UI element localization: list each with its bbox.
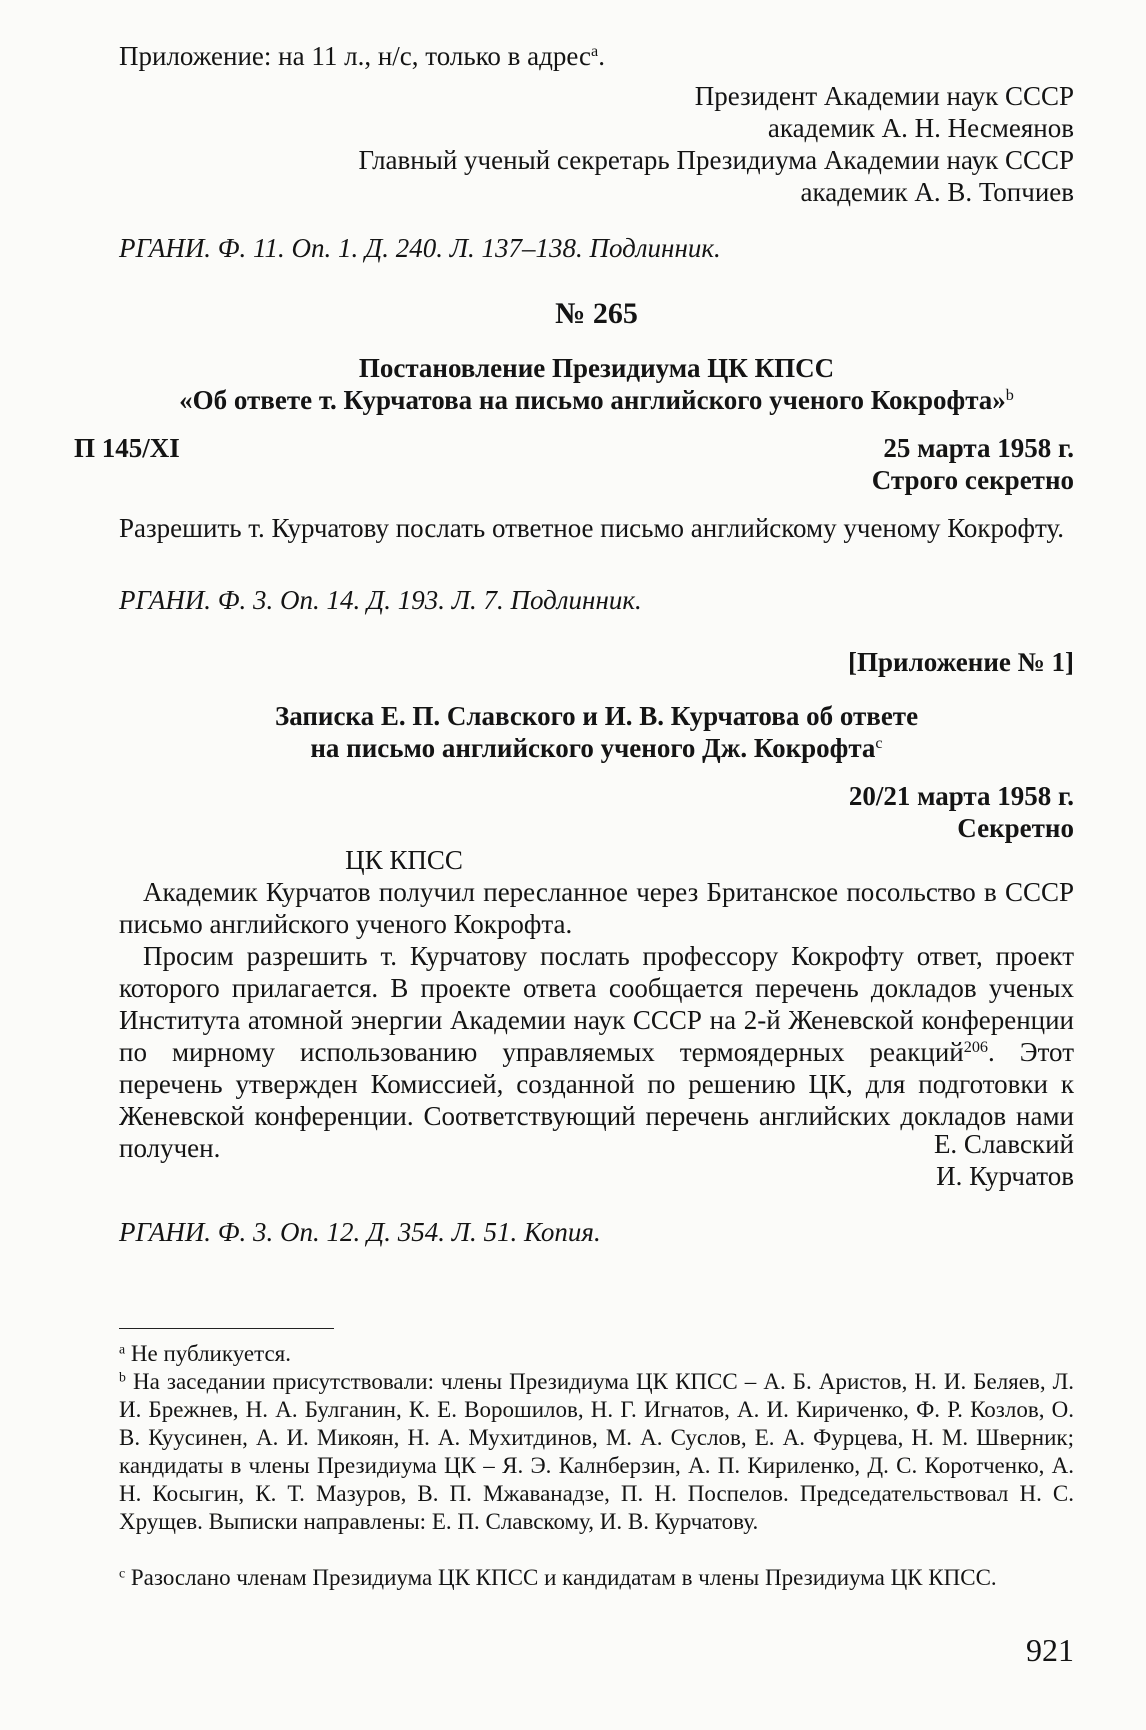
archive-source-1: РГАНИ. Ф. 11. Оп. 1. Д. 240. Л. 137–138. Подлинник. [119, 233, 721, 263]
page-number: 921 [1026, 1632, 1074, 1668]
note-date: 20/21 марта 1958 г. [848, 781, 1074, 811]
note-title-line-2: на письмо английского ученого Дж. Кокрофта$^c$ [310, 733, 883, 763]
signer-2: И. Курчатов [936, 1161, 1074, 1191]
signature-line-3: Главный ученый секретарь Президиума Академии наук СССР [358, 145, 1074, 175]
attachment-line: Приложение: на 11 л., н/с, только в адрес$^а$. [119, 41, 605, 71]
footnote-a: $^a$ Не публикуется. [119, 1341, 291, 1366]
note-title-line-1: Записка Е. П. Славского и И. В. Курчатова об ответе [274, 701, 919, 731]
reference-marker: 206 [963, 1038, 989, 1057]
signature-line-1: Президент Академии наук СССР [694, 81, 1074, 111]
archive-source-2: РГАНИ. Ф. 3. Оп. 14. Д. 193. Л. 7. Подлинник. [119, 585, 642, 615]
body-paragraph-2: Просим разрешить т. Курчатову послать профессору Кокрофту ответ, проект которого прилагается. В проекте ответа сообщается перечень докладов ученых Института атомной энергии Академии наук СССР на 2-й Женевской конференции по мирному использованию управляемых термоядерных реакций$^{206}$. Этот перечень утвержден Комиссией, созданной по решению ЦК, для подготовки к Женевской конференции. Соответствующий перечень английских докладов нами получен. [119, 941, 1074, 1163]
signature-line-2: академик А. Н. Несмеянов [767, 113, 1074, 143]
document-code: П 145/XI [74, 433, 180, 463]
archive-source-3: РГАНИ. Ф. 3. Оп. 12. Д. 354. Л. 51. Копия. [119, 1217, 601, 1247]
note-secrecy: Секретно [957, 813, 1074, 843]
addressee: ЦК КПСС [345, 845, 463, 875]
signer-1: Е. Славский [933, 1129, 1074, 1159]
document-date: 25 марта 1958 г. [883, 433, 1074, 463]
document-title-line-2: «Об ответе т. Курчатова на письмо английского ученого Кокрофта»$^b$ [179, 385, 1014, 415]
appendix-label: [Приложение № 1] [848, 647, 1074, 677]
document-page [74, 0, 1075, 1730]
footnote-b: $^b$ На заседании присутствовали: члены Президиума ЦК КПСС – А. Б. Аристов, Н. И. Беляев, Л. И. Брежнев, Н. А. Булганин, К. Е. Ворошилов, Н. Г. Игнатов, А. И. Кириченко, Ф. Р. Козлов, О. В. Куусинен, А. И. Микоян, Н. А. Мухитдинов, М. А. Суслов, Е. А. Фурцева, Н. М. Шверник; кандидаты в члены Президиума ЦК – Я. Э. Калнберзин, А. П. Кириленко, Д. С. Коротченко, А. Н. Косыгин, К. Т. Мазуров, В. П. Мжаванадзе, П. Н. Поспелов. Председательствовал Н. С. Хрущев. Выписки направлены: Е. П. Славскому, И. В. Курчатову. [119, 1369, 1075, 1534]
document-number: № 265 [555, 297, 638, 330]
document-title-line-1: Постановление Президиума ЦК КПСС [358, 353, 835, 383]
footnote-divider [119, 1328, 334, 1329]
resolution-text: Разрешить т. Курчатову послать ответное письмо английскому ученому Кокрофту. [119, 513, 1064, 543]
footnote-c: $^c$ Разослано членам Президиума ЦК КПСС и кандидатам в члены Президиума ЦК КПСС. [119, 1565, 997, 1590]
signature-line-4: академик А. В. Топчиев [800, 177, 1074, 207]
document-secrecy: Строго секретно [871, 465, 1074, 495]
body-paragraph-1: Академик Курчатов получил пересланное через Британское посольство в СССР письмо английского ученого Кокрофта. [119, 877, 1074, 939]
